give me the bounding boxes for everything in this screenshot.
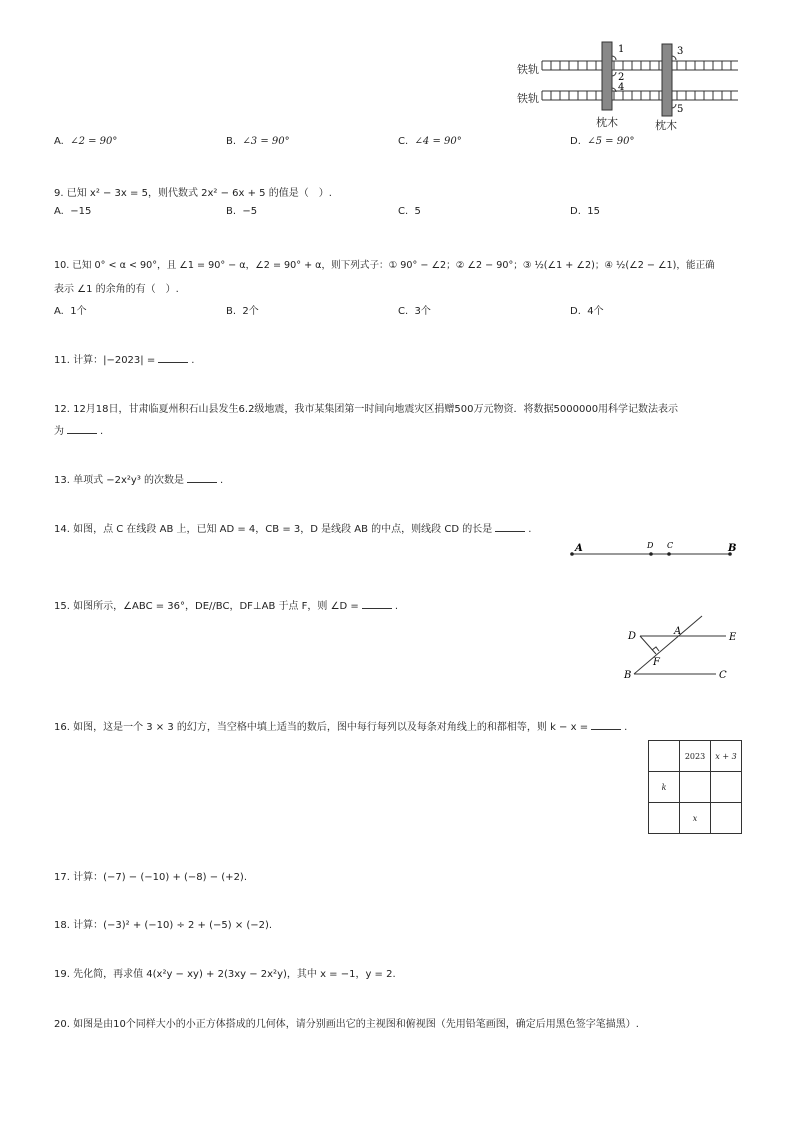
option-label: C. (398, 306, 409, 317)
option-label: B. (226, 306, 237, 317)
segment-figure (566, 536, 742, 560)
q17-question: 17. 计算：(−7) − (−10) + (−8) − (+2). (54, 872, 248, 883)
q20-question: 20. 如图是由10个同样大小的小正方体搭成的几何体，请分别画出它的主视图和俯视图（先用铅笔画图，确定后用黑色签字笔描黑）. (54, 1019, 639, 1030)
line-ab-extended (634, 616, 702, 674)
point-a (570, 552, 574, 556)
rail-diagram (510, 40, 750, 132)
magic-square-cell (680, 772, 711, 803)
label-c: C (719, 670, 727, 681)
option-text: ∠2 = 90° (70, 136, 118, 147)
segment-df (640, 636, 656, 654)
sleeper-label-2: 枕木 (655, 119, 677, 132)
magic-square-cell (711, 772, 742, 803)
q15-question (54, 597, 398, 612)
q12-question-line2 (54, 422, 103, 437)
q8-option-b (226, 136, 290, 147)
label-b: B (728, 543, 737, 554)
option-text: ∠4 = 90° (414, 136, 462, 147)
q16-question (54, 718, 627, 733)
option-text: 2个 (242, 306, 259, 317)
option-text: 1个 (70, 306, 87, 317)
label-c: C (667, 541, 674, 550)
q9-option-b (226, 206, 257, 217)
q11-period: . (191, 355, 195, 366)
rail-label-1: 铁轨 (517, 63, 539, 76)
q18-question: 18. 计算：(−3)² + (−10) ÷ 2 + (−5) × (−2). (54, 920, 273, 931)
q11-question (54, 351, 194, 366)
q10-option-b (226, 302, 259, 317)
option-text: ∠5 = 90° (587, 136, 635, 147)
angle-arc-5 (672, 104, 676, 108)
magic-square-cell: k (649, 772, 680, 803)
option-text: 3个 (414, 306, 431, 317)
option-text: 4个 (587, 306, 604, 317)
option-text: −15 (70, 206, 92, 217)
option-label: B. (226, 206, 237, 217)
q8-option-a (54, 136, 117, 147)
option-text: −5 (242, 206, 258, 217)
q8-option-d (570, 136, 634, 147)
q13-period: . (220, 475, 224, 486)
q12-text: 为 (54, 426, 64, 437)
q15-period: . (394, 601, 399, 612)
answer-blank[interactable] (495, 522, 525, 532)
q12-period: . (100, 426, 104, 437)
q9-option-c (398, 206, 421, 217)
sleeper-label-1: 枕木 (596, 116, 618, 129)
q10-option-c (398, 302, 431, 317)
q14-text: 14. 如图，点 C 在线段 AB 上，已知 AD = 4，CB = 3，D 是线段 AB 的中点，则线段 CD 的长是 (54, 524, 493, 535)
option-label: A. (54, 136, 64, 147)
magic-square-cell: x (680, 803, 711, 834)
angle-label-4: 4 (618, 82, 625, 93)
angle-label-2: 2 (618, 72, 625, 83)
magic-square-cell (711, 803, 742, 834)
rail-figure (510, 40, 750, 132)
option-label: D. (570, 136, 581, 147)
rail-ties-2 (542, 91, 738, 100)
angle-arc-1 (612, 56, 616, 60)
parallel-lines-figure (620, 612, 744, 684)
rail-ties-1 (542, 61, 738, 70)
option-text: 15 (587, 206, 600, 217)
label-a: A (674, 626, 682, 637)
option-label: C. (398, 136, 409, 147)
angle-label-3: 3 (677, 46, 684, 57)
answer-blank[interactable] (187, 473, 217, 483)
q9-option-a (54, 206, 91, 217)
q15-text: 15. 如图所示，∠ABC = 36°，DE//BC，DF⊥AB 于点 F，则 ∠D = (54, 601, 359, 612)
q13-question (54, 471, 223, 486)
option-text: 5 (414, 206, 421, 217)
option-label: C. (398, 206, 409, 217)
point-d (649, 552, 653, 556)
magic-square-cell: x + 3 (711, 741, 742, 772)
angle-arc-3 (672, 56, 676, 60)
q9-option-d (570, 206, 600, 217)
label-b: B (624, 670, 632, 681)
answer-blank[interactable] (67, 424, 97, 434)
angle-label-5: 5 (677, 104, 684, 115)
option-text: ∠3 = 90° (242, 136, 290, 147)
q13-text: 13. 单项式 −2x²y³ 的次数是 (54, 475, 185, 486)
magic-square-cell: 2023 (680, 741, 711, 772)
label-f: F (653, 657, 660, 668)
option-label: B. (226, 136, 237, 147)
answer-blank[interactable] (362, 599, 392, 609)
answer-blank[interactable] (158, 353, 188, 363)
label-d: D (628, 631, 637, 642)
q9-question: 9. 已知 x² − 3x = 5，则代数式 2x² − 6x + 5 的值是（ ）. (54, 188, 332, 199)
q14-question (54, 520, 531, 535)
q19-question: 19. 先化简，再求值 4(x²y − xy) + 2(3xy − 2x²y)，其中 x = −1，y = 2. (54, 969, 396, 980)
magic-square-cell (649, 741, 680, 772)
answer-blank[interactable] (591, 720, 621, 730)
magic-square-cell (649, 803, 680, 834)
q11-text: 11. 计算：|−2023| = (54, 355, 156, 366)
sleeper-2 (662, 44, 672, 116)
sleeper-1 (602, 42, 612, 110)
magic-square (648, 740, 742, 834)
q10-question-line2: 表示 ∠1 的余角的有（ ）. (54, 284, 179, 295)
label-e: E (729, 632, 737, 643)
option-label: D. (570, 206, 581, 217)
q12-question-line1: 12. 12月18日，甘肃临夏州积石山县发生6.2级地震，我市某集团第一时间向地震灾区捐赠500万元物资．将数据5000000用科学记数法表示 (54, 404, 679, 415)
q10-question-line1: 10. 已知 0° < α < 90°，且 ∠1 = 90° − α，∠2 = 90° + α，则下列式子：① 90° − ∠2；② ∠2 − 90°；③ ½(∠1 + ∠2)；④ ½(∠2 − ∠1)，能正确 (54, 260, 715, 271)
q14-period: . (528, 524, 532, 535)
q16-period: . (624, 722, 628, 733)
option-label: A. (54, 206, 64, 217)
angle-arc-2 (612, 72, 616, 76)
angle-label-1: 1 (618, 44, 625, 55)
rail-label-2: 铁轨 (517, 92, 539, 105)
q10-option-a (54, 302, 87, 317)
label-d: D (647, 541, 654, 550)
q8-option-c (398, 136, 462, 147)
q16-text: 16. 如图，这是一个 3 × 3 的幻方，当空格中填上适当的数后，图中每行每列以及每条对角线上的和都相等，则 k − x = (54, 722, 589, 733)
option-label: A. (54, 306, 64, 317)
option-label: D. (570, 306, 581, 317)
label-a: A (575, 543, 583, 554)
point-c (667, 552, 671, 556)
q10-option-d (570, 302, 604, 317)
